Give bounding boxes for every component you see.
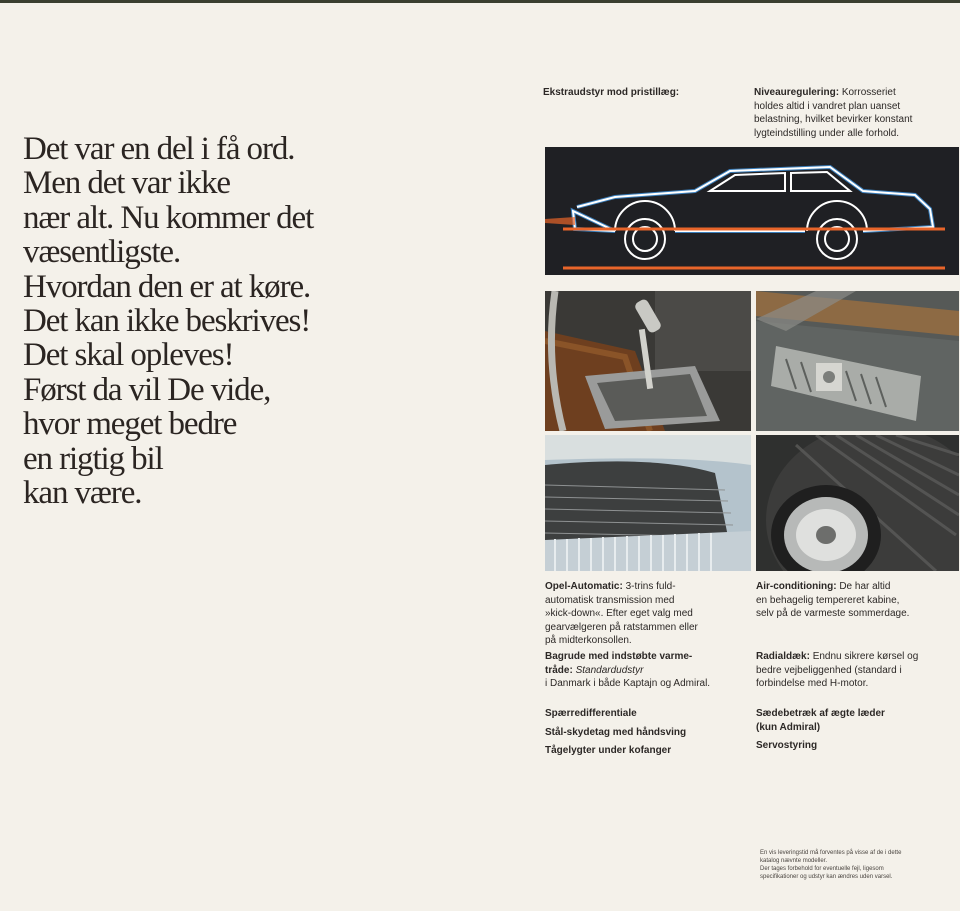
- headline-line: Hvordan den er at køre.: [23, 268, 311, 305]
- bagrude-title: Bagrude med indstøbte varme-: [545, 651, 693, 662]
- headline-line: Men det var ikke: [23, 165, 230, 202]
- bagrude-text: [545, 650, 755, 691]
- bagrude-line: i Danmark i både Kaptajn og Admiral.: [545, 678, 711, 689]
- headline-line: nær alt. Nu kommer det: [23, 199, 314, 236]
- opel-automatic-line: gearvælgeren på ratstammen eller: [545, 621, 698, 633]
- option-item: Servostyring: [756, 740, 818, 751]
- opel-automatic-text: [545, 580, 755, 648]
- option-item: Spærredifferentiale: [545, 708, 637, 719]
- fine-print-line: En vis leveringstid må forventes på visse af de i dette: [760, 850, 902, 856]
- top-edge-line: [0, 0, 960, 3]
- automatic-gear-photo: [545, 291, 751, 431]
- option-item: Tågelygter under kofanger: [545, 745, 672, 756]
- headline-line: Først da vil De vide,: [23, 371, 271, 408]
- opel-automatic-title: Opel-Automatic:: [545, 581, 623, 592]
- headline-line: væsentligste.: [23, 234, 181, 271]
- headline-line: Det skal opleves!: [23, 337, 234, 374]
- niveau-line: lygteindstilling under alle forhold.: [754, 127, 900, 139]
- headline-line: Det var en del i få ord.: [23, 131, 295, 167]
- radial-line: bedre vejbeliggenhed (standard i: [756, 664, 902, 676]
- air-line: selv på de varmeste sommerdage.: [756, 608, 910, 619]
- headline-line: hvor meget bedre: [23, 406, 237, 443]
- headline: [23, 132, 353, 510]
- headline-line: Det kan ikke beskrives!: [23, 303, 311, 340]
- niveau-text: [754, 86, 954, 140]
- air-line: en behagelig tempereret kabine,: [756, 594, 900, 606]
- extras-heading: Ekstraudstyr mod pristillæg:: [543, 87, 680, 98]
- rear-window-photo: [545, 435, 751, 571]
- fine-print-line: specifikationer og udstyr kan ændres uden varsel.: [760, 874, 893, 880]
- niveau-line: holdes altid i vandret plan uanset: [754, 100, 901, 112]
- right-options-list: [756, 707, 885, 753]
- niveau-line: Korrosseriet: [841, 87, 896, 98]
- opel-automatic-line: 3-trins fuld-: [625, 581, 676, 592]
- opel-automatic-line: »kick-down«. Efter eget valg med: [545, 608, 693, 619]
- niveau-line: belastning, hvilket bevirker konstant: [754, 114, 913, 125]
- niveau-title: Niveauregulering:: [754, 87, 840, 98]
- bagrude-title-2: tråde:: [545, 664, 573, 676]
- fine-print: [760, 849, 960, 881]
- radial-tyre-photo: [756, 435, 959, 571]
- headline-line: kan være.: [23, 475, 142, 512]
- fine-print-line: Der tages forbehold for eventuelle fejl, ligesom: [760, 866, 884, 872]
- air-conditioning-photo: [756, 291, 959, 431]
- option-item: Stål-skydetag med håndsving: [545, 726, 687, 738]
- radial-line: Endnu sikrere kørsel og: [812, 651, 919, 662]
- air-line: De har altid: [839, 581, 891, 592]
- air-title: Air-conditioning:: [756, 581, 837, 592]
- left-options-list: [545, 705, 686, 761]
- radial-title: Radialdæk:: [756, 651, 810, 662]
- air-conditioning-text: [756, 580, 960, 621]
- opel-automatic-line: automatisk transmission med: [545, 594, 675, 606]
- opel-automatic-line: på midterkonsollen.: [545, 635, 632, 646]
- radial-line: forbindelse med H-motor.: [756, 678, 869, 689]
- option-item: Sædebetræk af ægte læder: [756, 708, 885, 719]
- fine-print-line: katalog nævnte modeller.: [760, 858, 828, 864]
- radial-text: [756, 650, 960, 691]
- option-item: (kun Admiral): [756, 721, 821, 733]
- bagrude-standard: Standardudstyr: [575, 664, 644, 676]
- headline-line: en rigtig bil: [23, 440, 163, 477]
- car-level-diagram: [545, 147, 959, 275]
